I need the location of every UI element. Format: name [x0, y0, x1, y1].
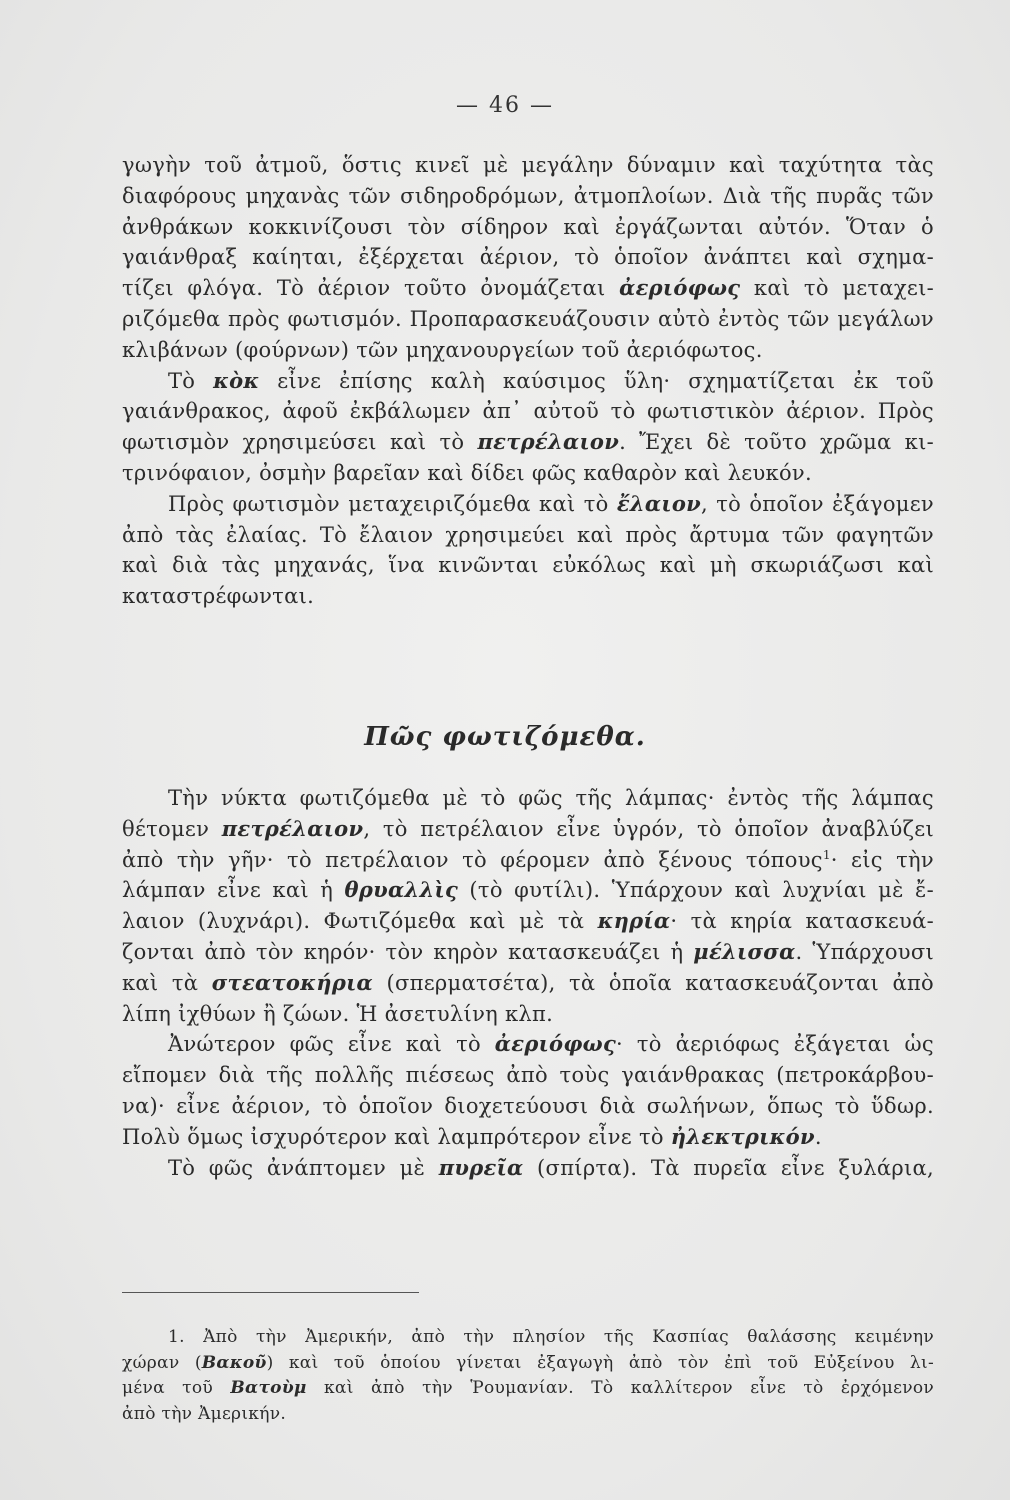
- text-line: [122, 814, 934, 845]
- text-line: τρινόφαιον, ὀσμὴν βαρεῖαν καὶ δίδει φῶς καθαρὸν καὶ λευκόν.: [122, 460, 812, 485]
- text-segment: μένα τοῦ: [122, 1378, 231, 1398]
- keyword-petrelaion: πετρέλαιον: [221, 815, 364, 841]
- text-segment: Πρὸς φωτισμὸν μεταχειριζόμεθα καὶ τὸ: [168, 491, 617, 516]
- footnote-line: [122, 1376, 934, 1402]
- text-line: ριζόμεθα πρὸς φωτισμόν. Προπαρασκευάζουσιν αὐτὸ ἐντὸς τῶν μεγάλων: [122, 306, 934, 331]
- keyword-batoum: Βατοὺμ: [230, 1378, 307, 1398]
- text-segment: (τὸ φυτίλι). Ὑπάρχουν καὶ λυχνίαι μὲ ἔ-: [458, 878, 934, 903]
- text-segment: Ἀνώτερον φῶς εἶνε καὶ τὸ: [168, 1032, 495, 1057]
- keyword-thryallis: θρυαλλὶς: [344, 877, 459, 903]
- text-segment: καὶ τὰ: [122, 970, 212, 995]
- text-segment: (σπίρτα). Τὰ πυρεῖα εἶνε ξυλάρια,: [523, 1155, 934, 1180]
- text-line: ἀπὸ τὰς ἐλαίας. Τὸ ἔλαιον χρησιμεύει καὶ πρὸς ἄρτυμα τῶν φαγητῶν: [122, 522, 934, 547]
- keyword-pyreia: πυρεῖα: [438, 1154, 524, 1180]
- text-segment: (σπερματσέτα), τὰ ὁποῖα κατασκευάζονται ἀπὸ: [373, 970, 934, 995]
- text-line: γωγὴν τοῦ ἀτμοῦ, ὅστις κινεῖ μὲ μεγάλην δύναμιν καὶ ταχύτητα τὰς: [122, 153, 934, 177]
- text-segment: . Ἔχει δὲ τοῦτο χρῶμα κι-: [619, 430, 934, 455]
- text-line: [122, 427, 934, 458]
- text-segment: . Ὑπάρχουσι: [795, 939, 934, 964]
- section-heading: Πῶς φωτιζόμεθα.: [364, 722, 646, 752]
- text-segment: Τὸ φῶς ἀνάπτομεν μὲ: [168, 1155, 439, 1180]
- keyword-aeriofos: ἀεριόφως: [619, 275, 741, 301]
- footnote: [122, 1325, 934, 1427]
- text-line: Τὴν νύκτα φωτιζόμεθα μὲ τὸ φῶς τῆς λάμπας· ἐντὸς τῆς λάμπας: [168, 786, 934, 810]
- text-line: [122, 968, 934, 999]
- text-line: [122, 845, 934, 876]
- text-line: κλιβάνων (φούρνων) τῶν μηχανουργείων τοῦ ἀεριόφωτος.: [122, 337, 763, 362]
- text-segment: Πολὺ ὅμως ἰσχυρότερον καὶ λαμπρότερον εἶνε τὸ: [122, 1124, 671, 1149]
- text-line: [122, 1122, 934, 1153]
- text-segment: · τὰ κηρία κατασκευά-: [670, 909, 934, 934]
- text-segment: · εἰς τὴν: [830, 847, 934, 872]
- text-segment: θέτομεν: [122, 816, 222, 841]
- keyword-kok: κὸκ: [213, 367, 260, 393]
- text-line: ἀνθράκων κοκκινίζουσι τὸν σίδηρον καὶ ἐργάζωνται αὐτόν. Ὅταν ὁ: [122, 214, 934, 239]
- text-line: [122, 1153, 934, 1184]
- body-text-top: [122, 150, 934, 612]
- keyword-aeriofos: ἀεριόφως: [494, 1031, 617, 1057]
- text-segment: φωτισμὸν χρησιμεύσει καὶ τὸ: [122, 430, 478, 455]
- text-line: να)· εἶνε ἀέριον, τὸ ὁποῖον διοχετεύουσι διὰ σωλήνων, ὅπως τὸ ὕδωρ.: [122, 1093, 934, 1118]
- keyword-bakou: Βακοῦ: [201, 1352, 267, 1373]
- keyword-ilektrikon: ἠλεκτρικόν: [670, 1123, 815, 1149]
- text-segment: εἶνε ἐπίσης καλὴ καύσιμος ὕλη· σχηματίζεται ἐκ τοῦ: [259, 368, 934, 393]
- keyword-keria: κηρία: [597, 908, 671, 934]
- text-segment: λαιον (λυχνάρι). Φωτιζόμεθα καὶ μὲ τὰ: [122, 909, 598, 934]
- text-line: [122, 937, 934, 968]
- keyword-melissa: μέλισσα: [693, 938, 796, 964]
- text-line: [122, 1029, 934, 1060]
- body-text-bottom: [122, 783, 934, 1183]
- text-line: καὶ διὰ τὰς μηχανάς, ἵνα κινῶνται εὐκόλως καὶ μὴ σκωριάζωσι καὶ: [122, 553, 934, 578]
- text-segment: χώραν (: [122, 1352, 202, 1373]
- footnote-divider: [122, 1292, 419, 1293]
- footnote-line: 1. Ἀπὸ τὴν Ἀμερικήν, ἀπὸ τὴν πλησίον τῆς Κασπίας θαλάσσης κειμένην: [168, 1327, 934, 1347]
- text-line: εἴπομεν διὰ τῆς πολλῆς πιέσεως ἀπὸ τοὺς γαιάνθρακας (πετροκάρβου-: [122, 1063, 934, 1088]
- text-line: [122, 273, 934, 304]
- text-segment: · τὸ ἀεριόφως ἐξάγεται ὡς: [616, 1032, 934, 1057]
- text-line: διαφόρους μηχανὰς τῶν σιδηροδρόμων, ἀτμοπλοίων. Διὰ τῆς πυρᾶς τῶν: [122, 183, 934, 208]
- keyword-petrelaion: πετρέλαιον: [477, 429, 620, 455]
- text-line: γαιάνθρακος, ἀφοῦ ἐκβάλωμεν ἀπ᾽ αὐτοῦ τὸ φωτιστικὸν ἀέριον. Πρὸς: [122, 399, 934, 424]
- text-segment: ζονται ἀπὸ τὸν κηρόν· τὸν κηρὸν κατασκευάζει ἡ: [122, 939, 694, 964]
- text-segment: , τὸ ὁποῖον ἐξάγομεν: [701, 491, 934, 516]
- text-segment: ἀπὸ τὴν γῆν· τὸ πετρέλαιον τὸ φέρομεν ἀπὸ ξένους τόπους: [122, 847, 823, 872]
- text-line: [122, 906, 934, 937]
- footnote-line: [122, 1351, 934, 1377]
- text-segment: καὶ τὸ μεταχει-: [740, 276, 934, 301]
- text-segment: λάμπαν εἶνε καὶ ἡ: [122, 878, 345, 903]
- text-segment: , τὸ πετρέλαιον εἶνε ὑγρόν, τὸ ὁποῖον ἀναβλύζει: [363, 816, 934, 841]
- text-line: λίπη ἰχθύων ἢ ζώων. Ἡ ἀσετυλίνη κλπ.: [122, 1001, 554, 1026]
- text-line: [122, 489, 934, 520]
- text-line: γαιάνθραξ καίηται, ἐξέρχεται ἀέριον, τὸ ὁποῖον ἀνάπτει καὶ σχημα-: [122, 245, 934, 270]
- text-line: [122, 366, 934, 397]
- text-segment: καὶ ἀπὸ τὴν Ῥουμανίαν. Τὸ καλλίτερον εἶνε τὸ ἐρχόμενον: [306, 1378, 934, 1398]
- footnote-marker: 1: [822, 847, 831, 862]
- text-segment: τίζει φλόγα. Τὸ ἀέριον τοῦτο ὀνομάζεται: [122, 276, 620, 301]
- page-number: — 46 —: [456, 93, 554, 118]
- text-line: [122, 875, 934, 906]
- keyword-elaion: ἔλαιον: [616, 490, 702, 516]
- footnote-line: ἀπὸ τὴν Ἀμερικήν.: [122, 1403, 287, 1424]
- text-segment: ) καὶ τοῦ ὁποίου γίνεται ἐξαγωγὴ ἀπὸ τὸν ἐπὶ τοῦ Εὐξείνου λι-: [266, 1352, 934, 1373]
- text-line: καταστρέφωνται.: [122, 584, 315, 609]
- text-segment: .: [814, 1124, 822, 1149]
- keyword-steatokeria: στεατοκήρια: [211, 969, 374, 995]
- text-segment: Τὸ: [168, 368, 214, 393]
